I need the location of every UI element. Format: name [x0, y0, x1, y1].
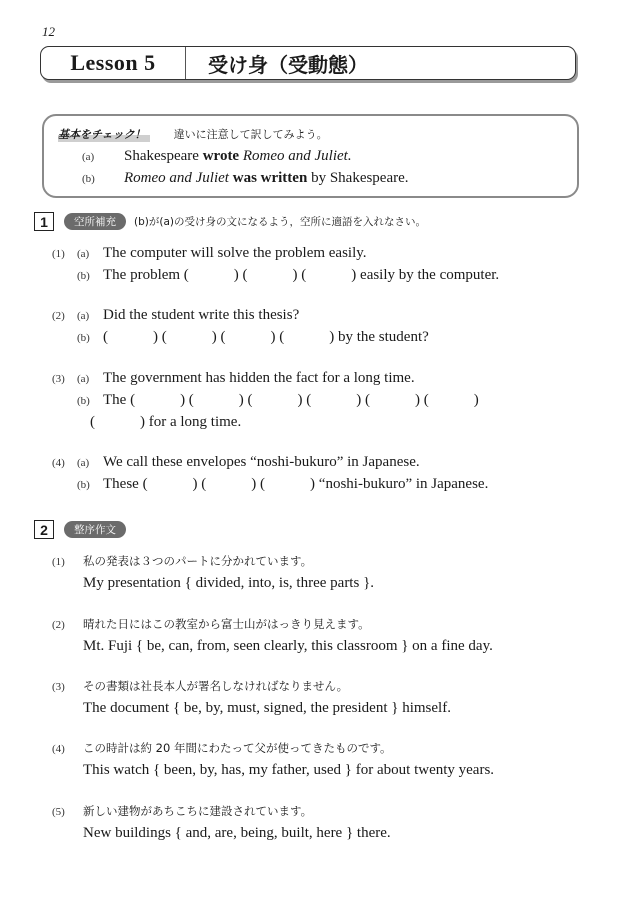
question-number: (3)	[52, 681, 65, 693]
sentence-a: The government has hidden the fact for a long time.	[103, 370, 415, 386]
page-number: 12	[42, 24, 55, 39]
english-scramble[interactable]: My presentation { divided, into, is, three parts }.	[83, 575, 375, 591]
english-scramble[interactable]: Mt. Fuji { be, can, from, seen clearly, this classroom } on a fine day.	[83, 638, 493, 654]
check-instruction: 違いに注意して訳してみよう。	[173, 128, 328, 141]
question-number: (1)	[52, 248, 65, 260]
lesson-title: 受け身（受動態）	[208, 52, 368, 77]
question-2-3	[52, 676, 451, 719]
example-text: Romeo and Juliet was written by Shakespeare.	[124, 170, 409, 186]
question-number: (2)	[52, 310, 65, 322]
question-1-3	[52, 368, 479, 433]
japanese-sentence: 私の発表は３つのパートに分かれています。	[83, 554, 313, 568]
section-badge: 空所補充	[64, 213, 126, 230]
basic-check-box	[42, 114, 579, 198]
sentence-b-continued[interactable]: ( ) for a long time.	[90, 414, 242, 430]
check-label: 基本をチェック！	[58, 126, 150, 142]
lesson-number: Lesson 5	[41, 47, 186, 79]
english-scramble[interactable]: New buildings { and, are, being, built, here } there.	[83, 825, 391, 841]
question-2-1	[52, 551, 374, 594]
english-scramble[interactable]: This watch { been, by, has, my father, used } for about twenty years.	[83, 762, 495, 778]
question-1-2	[52, 305, 429, 349]
example-a	[82, 148, 352, 165]
sentence-b[interactable]: The ( ) ( ) ( ) ( ) ( ) ( )	[103, 392, 479, 408]
sub-label-a: (a)	[77, 310, 90, 322]
section-number: 1	[34, 212, 54, 231]
sentence-a: Did the student write this thesis?	[103, 307, 300, 323]
question-2-4	[52, 738, 494, 781]
question-2-2	[52, 614, 493, 657]
sub-label-b: (b)	[77, 479, 90, 491]
question-1-4	[52, 452, 488, 496]
sentence-a: The computer will solve the problem easily.	[103, 245, 367, 261]
japanese-sentence: この時計は約 20 年間にわたって父が使ってきたものです。	[83, 741, 392, 755]
section-2-header	[34, 520, 126, 539]
lesson-header	[40, 46, 576, 80]
question-number: (3)	[52, 373, 65, 385]
section-number: 2	[34, 520, 54, 539]
section-1-header	[34, 212, 426, 231]
section-badge: 整序作文	[64, 521, 126, 538]
sub-label-b: (b)	[77, 395, 90, 407]
check-header	[58, 126, 328, 142]
sentence-b[interactable]: These ( ) ( ) ( ) “noshi-bukuro” in Japanese.	[103, 476, 489, 492]
question-1-1	[52, 243, 499, 287]
english-scramble[interactable]: The document { be, by, must, signed, the president } himself.	[83, 700, 451, 716]
question-number: (1)	[52, 556, 65, 568]
example-label: (b)	[82, 173, 95, 185]
japanese-sentence: 晴れた日にはこの教室から富士山がはっきり見えます。	[83, 617, 370, 631]
sub-label-a: (a)	[77, 373, 90, 385]
sentence-a: We call these envelopes “noshi-bukuro” in Japanese.	[103, 454, 420, 470]
sub-label-a: (a)	[77, 248, 90, 260]
japanese-sentence: その書類は社長本人が署名しなければなりません。	[83, 679, 349, 693]
example-text: Shakespeare wrote Romeo and Juliet.	[124, 148, 352, 164]
example-label: (a)	[82, 151, 95, 163]
sentence-b[interactable]: The problem ( ) ( ) ( ) easily by the computer.	[103, 267, 500, 283]
question-number: (4)	[52, 743, 65, 755]
example-b	[82, 170, 409, 187]
sub-label-b: (b)	[77, 270, 90, 282]
question-number: (5)	[52, 806, 65, 818]
japanese-sentence: 新しい建物があちこちに建設されています。	[83, 804, 313, 818]
sub-label-a: (a)	[77, 457, 90, 469]
question-2-5	[52, 801, 391, 844]
sentence-b[interactable]: ( ) ( ) ( ) ( ) by the student?	[103, 329, 429, 345]
question-number: (4)	[52, 457, 65, 469]
section-instruction: (b)が(a)の受け身の文になるよう，空所に適語を入れなさい。	[134, 216, 426, 228]
sub-label-b: (b)	[77, 332, 90, 344]
question-number: (2)	[52, 619, 65, 631]
